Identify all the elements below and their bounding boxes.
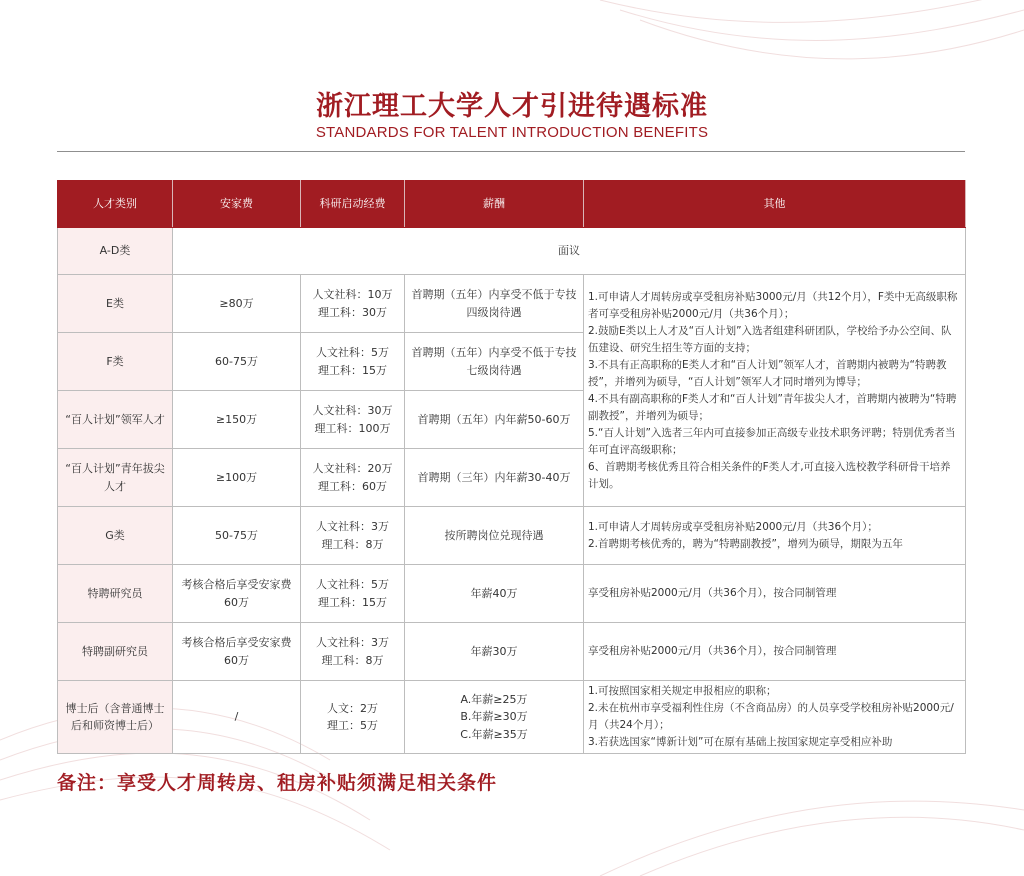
salary-cell: 首聘期（三年）内年薪30-40万 — [405, 449, 584, 507]
research-line: 理工：5万 — [327, 719, 378, 732]
salary-cell: 年薪30万 — [405, 623, 584, 681]
research-cell — [301, 681, 405, 754]
category-cell: “百人计划”青年拔尖人才 — [58, 449, 173, 507]
housing-cell: ≥100万 — [173, 449, 301, 507]
other-cell: 享受租房补贴2000元/月（共36个月），按合同制管理 — [584, 565, 966, 623]
other-line: 3.不具有正高职称的E类人才和“百人计划”领军人才，首聘期内被聘为“特聘教授”，并增列为硕导，“百人计划”领军人才同时增列为博导； — [588, 358, 947, 388]
research-cell — [301, 391, 405, 449]
category-cell: 特聘副研究员 — [58, 623, 173, 681]
other-cell: 享受租房补贴2000元/月（共36个月），按合同制管理 — [584, 623, 966, 681]
housing-cell: 考核合格后享受安家费60万 — [173, 623, 301, 681]
other-line: 3.若获选国家“博新计划”可在原有基础上按国家规定享受相应补助 — [588, 736, 893, 748]
research-line: 理工科：15万 — [318, 595, 387, 609]
table-row — [58, 507, 966, 565]
table-header-row — [58, 181, 966, 228]
salary-cell: 首聘期（五年）内享受不低于专技七级岗待遇 — [405, 333, 584, 391]
table-row — [58, 565, 966, 623]
housing-cell: ≥80万 — [173, 275, 301, 333]
research-cell — [301, 449, 405, 507]
research-line: 理工科：100万 — [314, 421, 391, 435]
column-header-category: 人才类别 — [58, 181, 173, 228]
other-line: 5.“百人计划”入选者三年内可直接参加正高级专业技术职务评聘；特别优秀者当年可直评高级职称； — [588, 426, 956, 456]
research-cell — [301, 333, 405, 391]
research-line: 人文社科：5万 — [316, 346, 389, 360]
research-line: 人文：2万 — [327, 701, 378, 715]
research-line: 人文社科：30万 — [312, 404, 393, 418]
category-cell: “百人计划”领军人才 — [58, 391, 173, 449]
table-row — [58, 275, 966, 333]
page-subtitle: STANDARDS FOR TALENT INTRODUCTION BENEFITS — [315, 124, 709, 141]
table-row — [58, 228, 966, 275]
salary-cell: 首聘期（五年）内享受不低于专技四级岗待遇 — [405, 275, 584, 333]
salary-cell: 首聘期（五年）内年薪50-60万 — [405, 391, 584, 449]
research-line: 人文社科：3万 — [316, 636, 389, 650]
category-cell: E类 — [58, 275, 173, 333]
column-header-research: 科研启动经费 — [301, 181, 405, 228]
salary-cell — [405, 681, 584, 754]
research-cell — [301, 507, 405, 565]
other-cell — [584, 681, 966, 754]
shared-other-cell — [584, 275, 966, 507]
housing-cell: 50-75万 — [173, 507, 301, 565]
research-line: 人文社科：5万 — [316, 578, 389, 592]
other-line: 1.可申请人才周转房或享受租房补贴2000元/月（共36个月）； — [588, 520, 878, 533]
category-cell: G类 — [58, 507, 173, 565]
other-line: 6、首聘期考核优秀且符合相关条件的F类人才,可直接入选校教学科研骨干培养计划。 — [588, 460, 951, 490]
category-cell: 博士后（含普通博士后和师资博士后） — [58, 681, 173, 754]
research-line: 理工科：8万 — [321, 537, 384, 551]
research-line: 人文社科：20万 — [312, 462, 393, 476]
benefits-table — [57, 180, 966, 754]
other-line: 2.首聘期考核优秀的，聘为“特聘副教授”，增列为硕导，期限为五年 — [588, 537, 903, 550]
housing-cell: 60-75万 — [173, 333, 301, 391]
merged-cell: 面议 — [173, 228, 966, 275]
other-line: 1.可按照国家相关规定申报相应的职称； — [588, 685, 777, 697]
other-cell — [584, 507, 966, 565]
category-cell: F类 — [58, 333, 173, 391]
other-line: 4.不具有副高职称的F类人才和“百人计划”青年拔尖人才，首聘期内被聘为“特聘副教授”，并增列为硕导； — [588, 392, 957, 422]
salary-cell: 年薪40万 — [405, 565, 584, 623]
research-line: 理工科：8万 — [321, 653, 384, 667]
research-line: 理工科：15万 — [318, 363, 387, 377]
other-line: 2.鼓励E类以上人才及“百人计划”入选者组建科研团队，学校给予办公空间、队伍建设、研究生招生等方面的支持； — [588, 324, 952, 354]
title-divider — [57, 151, 965, 152]
research-cell — [301, 623, 405, 681]
column-header-other: 其他 — [584, 181, 966, 228]
column-header-housing: 安家费 — [173, 181, 301, 228]
salary-line: B.年薪≥30万 — [460, 710, 528, 724]
page-title: 浙江理工大学人才引进待遇标准 — [316, 91, 708, 122]
table-row — [58, 623, 966, 681]
research-line: 理工科：30万 — [318, 305, 387, 319]
category-cell: A-D类 — [58, 228, 173, 275]
column-header-salary: 薪酬 — [405, 181, 584, 228]
table-row — [58, 681, 966, 754]
housing-cell: / — [173, 681, 301, 754]
salary-line: C.年薪≥35万 — [460, 727, 528, 741]
footnote: 备注：享受人才周转房、租房补贴须满足相关条件 — [57, 772, 498, 794]
housing-cell: 考核合格后享受安家费60万 — [173, 565, 301, 623]
salary-cell: 按所聘岗位兑现待遇 — [405, 507, 584, 565]
salary-line: A.年薪≥25万 — [460, 693, 528, 707]
research-line: 人文社科：10万 — [312, 288, 393, 302]
other-line: 2.未在杭州市享受福利性住房（不含商品房）的人员享受学校租房补贴2000元/月（共24个月）； — [588, 702, 954, 731]
research-cell — [301, 275, 405, 333]
research-cell — [301, 565, 405, 623]
research-line: 人文社科：3万 — [316, 520, 389, 534]
housing-cell: ≥150万 — [173, 391, 301, 449]
category-cell: 特聘研究员 — [58, 565, 173, 623]
other-line: 1.可申请人才周转房或享受租房补贴3000元/月（共12个月），F类中无高级职称者可享受租房补贴2000元/月（共36个月）； — [588, 290, 958, 320]
research-line: 理工科：60万 — [318, 479, 387, 493]
